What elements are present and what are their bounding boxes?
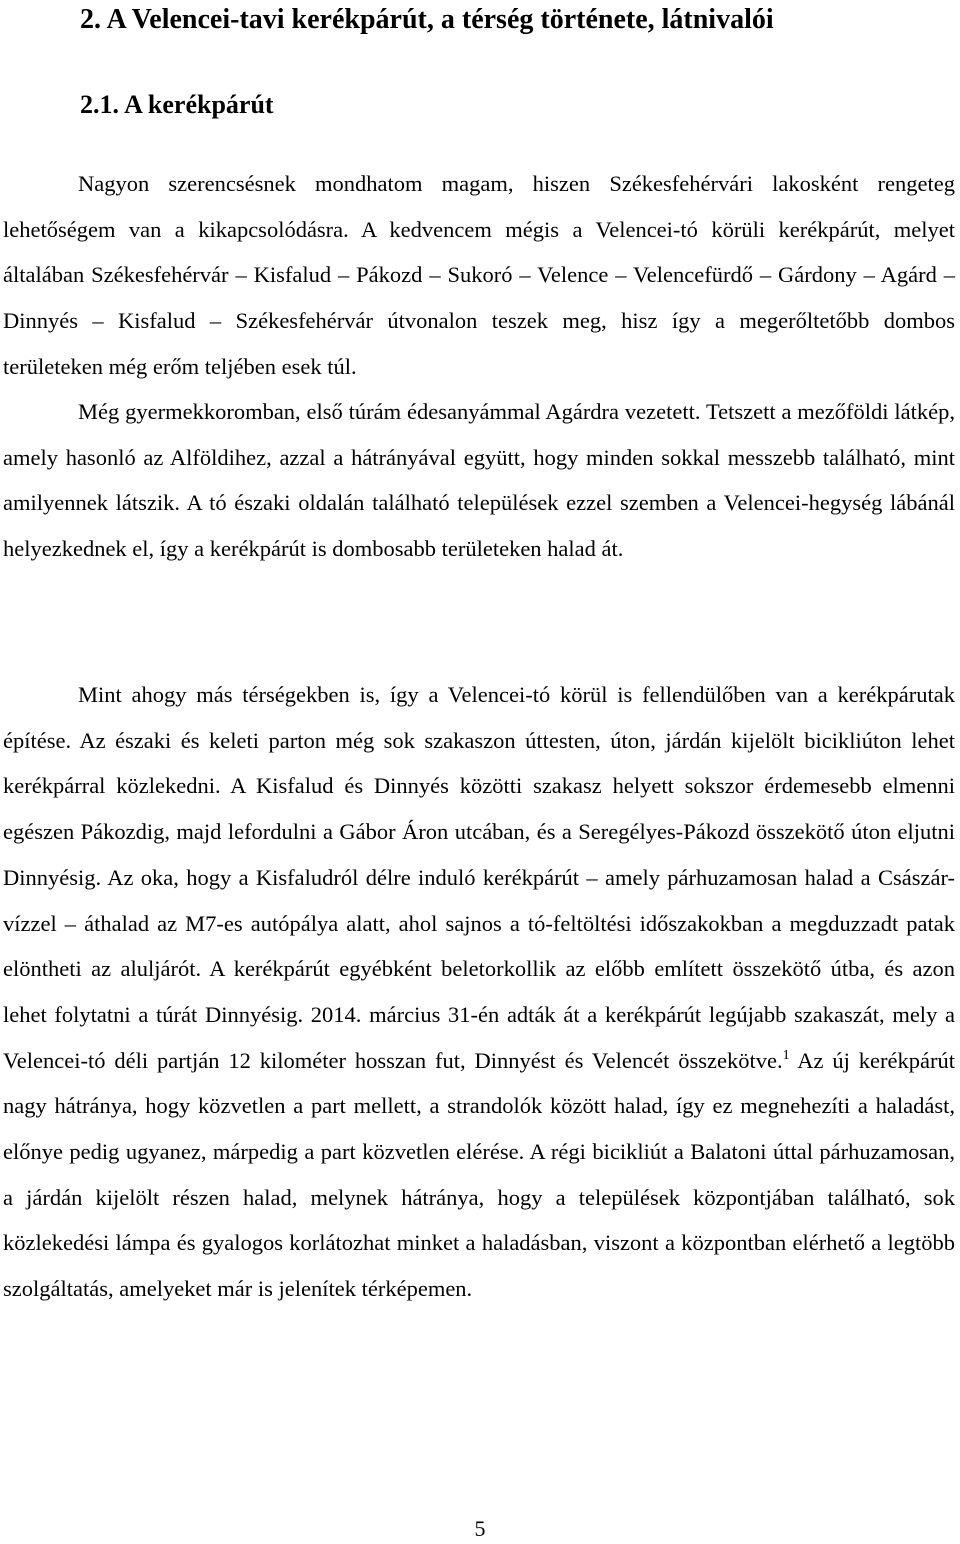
chapter-heading: 2. A Velencei-tavi kerékpárút, a térség története, látnivalói: [80, 4, 774, 35]
page-number: 5: [474, 1516, 486, 1541]
paragraph-childhood: Még gyermekkoromban, első túrám édesanyámmal Agárdra vezetett. Tetszett a mezőföldi látkép, amely hasonló az Alföldihez, azzal a hátrányával együtt, hogy minden sokkal messzebb található, mint amilyennek látszik. A tó északi oldalán található települések ezzel szemben a Velencei-hegység lábánál helyezkednek el, így a kerékpárút is dombosabb területeken halad át.: [3, 399, 955, 562]
paragraph-bikeways: [3, 672, 955, 1312]
footnote-reference[interactable]: 1: [782, 1047, 790, 1063]
paragraph-text-before-footnote: Mint ahogy más térségekben is, így a Velencei-tó körül is fellendülőben van a kerékpárutak építése. Az északi és keleti parton még sok szakaszon úttesten, úton, járdán kijelölt bicikliúton lehet kerékpárral közlekedni. A Kisfalud és Dinnyés közötti szakasz helyett sokszor érdemesebb elmenni egészen Pákozdig, majd lefordulni a Gábor Áron utcában, és a Seregélyes-Pákozd összekötő úton eljutni Dinnyésig. Az oka, hogy a Kisfaludról délre induló kerékpárút – amely párhuzamosan halad a Császár-vízzel – áthalad az M7-es autópálya alatt, ahol sajnos a tó-feltöltési időszakokban a megduzzadt patak elöntheti az aluljárót. A kerékpárút egyébként beletorkollik az előbb említett összekötő útba, és azon lehet folytatni a túrát Dinnyésig. 2014. március 31-én adták át a kerékpárút legújabb szakaszát, mely a Velencei-tó déli partján 12 kilométer hosszan fut, Dinnyést és Velencét összekötve.: [3, 682, 955, 1073]
paragraph-text-after-footnote: Az új kerékpárút nagy hátránya, hogy közvetlen a part mellett, a strandolók között halad, így ez megnehezíti a haladást, előnye pedig ugyanez, márpedig a part közvetlen elérése. A régi bicikliút a Balatoni úttal párhuzamosan, a járdán kijelölt részen halad, melynek hátránya, hogy a települések központjában található, sok közlekedési lámpa és gyalogos korlátozhat minket a haladásban, viszont a központban elérhető a legtöbb szolgáltatás, amelyeket már is jelenítek térképemen.: [3, 1047, 955, 1302]
section-heading: 2.1. A kerékpárút: [80, 90, 274, 119]
paragraph-intro: Nagyon szerencsésnek mondhatom magam, hiszen Székesfehérvári lakosként rengeteg lehetőségem van a kikapcsolódásra. A kedvencem mégis a Velencei-tó körüli kerékpárút, melyet általában Székesfehérvár – Kisfalud – Pákozd – Sukoró – Velence – Velencefürdő – Gárdony – Agárd – Dinnyés – Kisfalud – Székesfehérvár útvonalon teszek meg, hisz így a megerőltetőbb dombos területeken még erőm teljében esek túl.: [3, 171, 955, 379]
